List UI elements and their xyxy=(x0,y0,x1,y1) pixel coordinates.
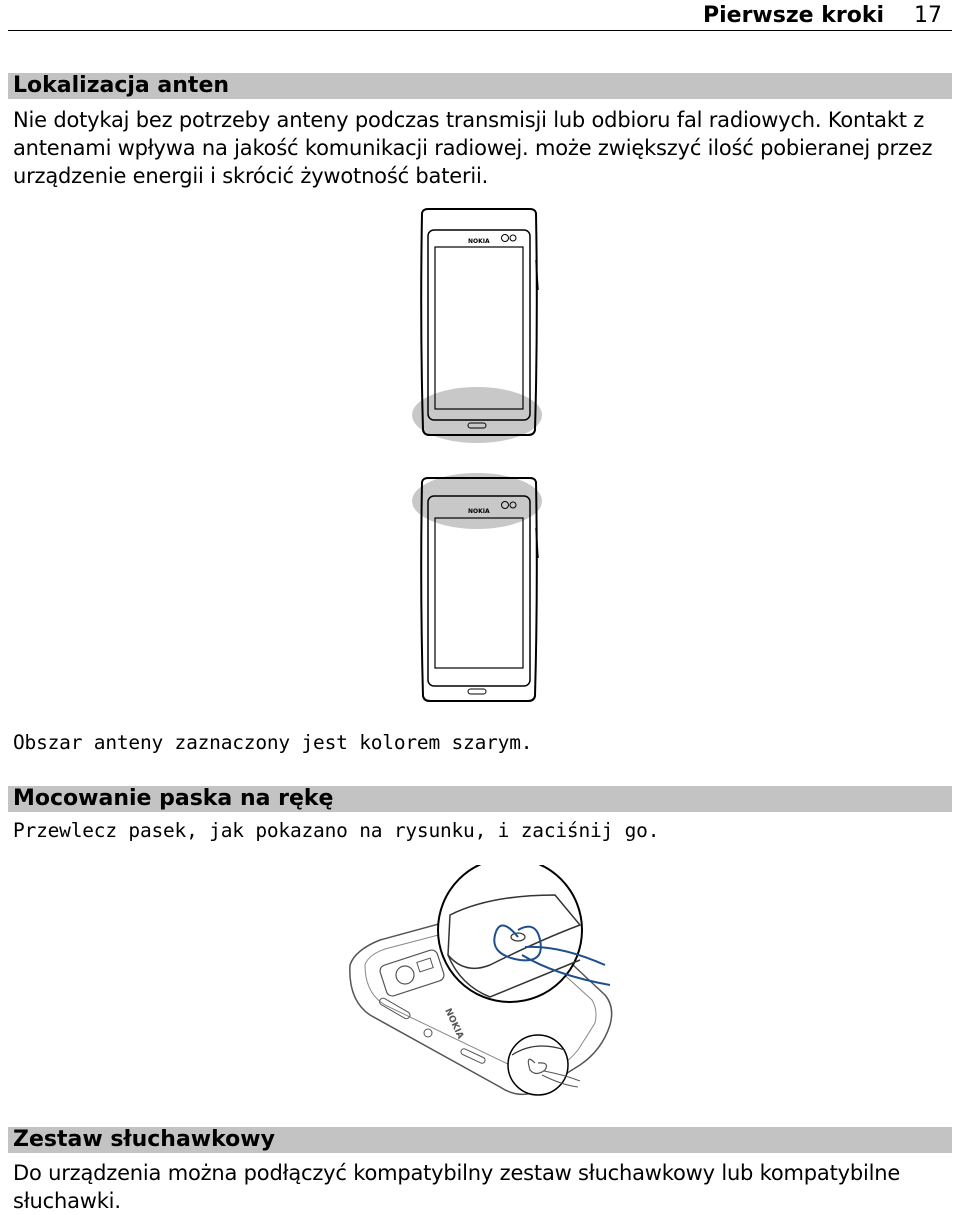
chapter-title: Pierwsze kroki xyxy=(702,2,884,28)
nokia-logo: NOKIA xyxy=(468,508,490,515)
zoom-circle-small xyxy=(508,1035,568,1095)
phone-screen xyxy=(435,518,523,668)
front-camera-icon xyxy=(502,235,509,242)
phone-antenna-bottom-figure xyxy=(400,205,560,450)
headset-paragraph: Do urządzenia można podłączyć kompatybilny zestaw słuchawkowy lub kompatybilne słuchawki. xyxy=(13,1161,901,1213)
nokia-logo: NOKIA xyxy=(468,238,490,245)
antennas-caption: Obszar anteny zaznaczony jest kolorem szarym. xyxy=(13,731,533,754)
strap-figure xyxy=(340,865,630,1105)
nokia-logo: NOKIA xyxy=(442,1007,466,1041)
running-head xyxy=(8,0,952,31)
sensor-icon xyxy=(510,235,516,241)
section-heading-headset: Zestaw słuchawkowy xyxy=(8,1127,952,1153)
page-number: 17 xyxy=(914,2,942,28)
section-heading-antennas: Lokalizacja anten xyxy=(8,73,952,99)
antennas-paragraph: Nie dotykaj bez potrzeby anteny podczas transmisji lub odbioru fal radiowych. Kontakt z antenami wpływa na jakość komunikacji radiowej. może zwiększyć ilość pobieranej przez urządzenie energii i skrócić żywotność baterii. xyxy=(13,108,933,188)
phone-screen xyxy=(435,247,523,409)
menu-key-icon xyxy=(468,689,486,694)
phone-antenna-top-figure xyxy=(400,468,560,713)
strap-paragraph: Przewlecz pasek, jak pokazano na rysunku, i zaciśnij go. xyxy=(13,819,660,842)
section-heading-strap: Mocowanie paska na rękę xyxy=(8,786,952,812)
